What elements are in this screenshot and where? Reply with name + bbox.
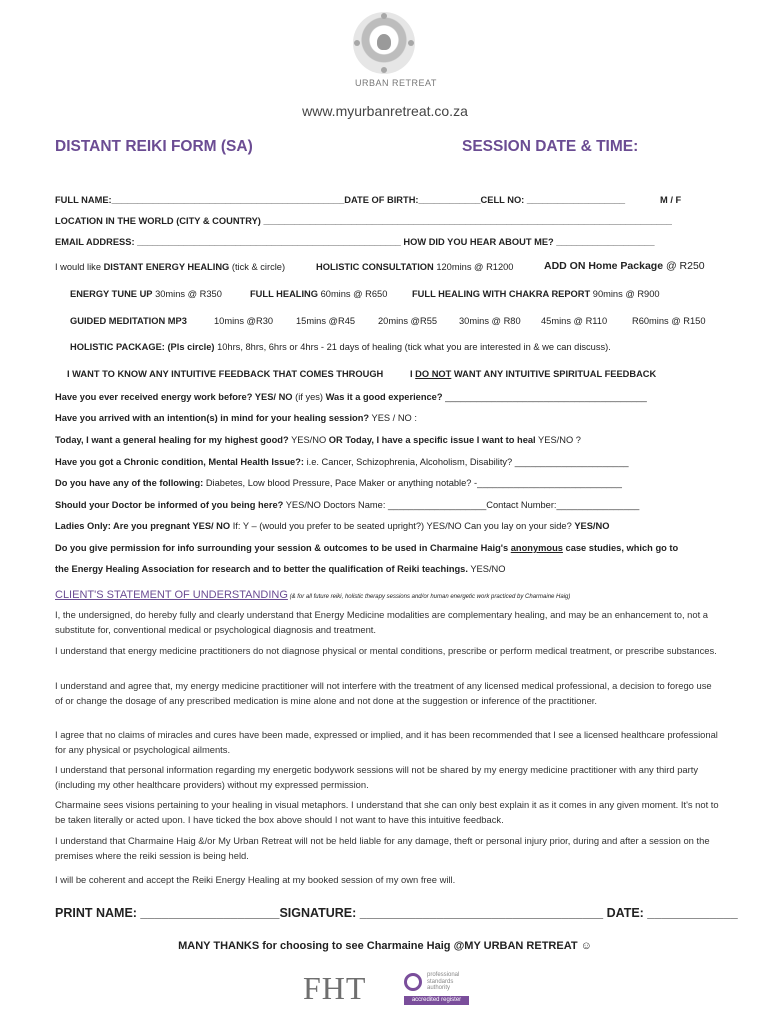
question-doctor[interactable]: Should your Doctor be informed of you being here? YES/NO Doctors Name: ___________________Contact Number:________________ [55, 500, 640, 510]
question-pregnant[interactable]: Ladies Only: Are you pregnant YES/ NO If: Y – (would you prefer to be seated upright?) YES/NO Can you lay on your side? YES/NO [55, 521, 610, 531]
add-on-home-package-option[interactable]: ADD ON Home Package @ R250 [544, 260, 705, 272]
question-healing-type[interactable]: Today, I want a general healing for my highest good? YES/NO OR Today, I have a specific issue I want to heal YES/NO ? [55, 435, 581, 445]
meditation-10min-option[interactable]: 10mins @R30 [214, 316, 274, 326]
question-chronic-condition[interactable]: Have you got a Chronic condition, Mental Health Issue?: i.e. Cancer, Schizophrenia, Alcoholism, Disability? ______________________ [55, 457, 629, 467]
meditation-60min-option[interactable]: R60mins @ R150 [632, 316, 706, 326]
accredited-register-badge: accredited register [404, 996, 469, 1005]
question-intention[interactable]: Have you arrived with an intention(s) in mind for your healing session? YES / NO : [55, 413, 417, 423]
question-permission-cont[interactable]: the Energy Healing Association for research and to better the qualification of Reiki teachings. YES/NO [55, 564, 506, 574]
signature-line[interactable]: PRINT NAME: ____________________SIGNATURE: ___________________________________ DATE: _____________ [55, 906, 738, 920]
form-title: DISTANT REIKI FORM (SA) [55, 138, 253, 155]
statement-paragraph-3: I understand and agree that, my energy medicine practitioner will not interfere with the treatment of any licensed medical professional, a decision to forego use of or change the dosage of any prescribed medication is mine alone and not done at the suggestion or inference of the practitioner. [55, 680, 712, 706]
urban-retreat-lotus-icon [353, 12, 415, 74]
thanks-message: MANY THANKS for choosing to see Charmaine Haig @MY URBAN RETREAT ☺ [178, 940, 592, 952]
statement-paragraph-2: I understand that energy medicine practitioners do not diagnose physical or mental conditions, prescribe or perform medical treatment, or prescribe substances. [55, 645, 717, 656]
session-date-label: SESSION DATE & TIME: [462, 138, 639, 155]
guided-meditation-label: GUIDED MEDITATION MP3 [70, 316, 187, 326]
fht-logo [303, 970, 471, 1010]
statement-paragraph-7: I understand that Charmaine Haig &/or My Urban Retreat will not be held liable for any damage, theft or personal injury prior, during and after a session on the premises where the reiki session is being held. [55, 835, 710, 861]
holistic-package-option[interactable]: HOLISTIC PACKAGE: (Pls circle) 10hrs, 8hrs, 6hrs or 4hrs - 21 days of healing (tick what you are interested in & we can discuss). [70, 342, 611, 352]
fht-logo-text: FHT [303, 970, 367, 1006]
statement-paragraph-8: I will be coherent and accept the Reiki Energy Healing at my booked session of my own free will. [55, 874, 456, 885]
no-feedback-option[interactable]: I DO NOT WANT ANY INTUITIVE SPIRITUAL FEEDBACK [410, 369, 657, 379]
logo-text: URBAN RETREAT [355, 78, 437, 88]
statement-paragraph-4: I agree that no claims of miracles and cures have been made, expressed or implied, and it has been recommended that I see a licensed healthcare professional for any physical or psychological ailments. [55, 729, 718, 755]
email-line[interactable]: EMAIL ADDRESS: ___________________________________________________ HOW DID YOU HEAR ABOUT ME? ___________________ [55, 237, 655, 247]
statement-paragraph-6: Charmaine sees visions pertaining to your healing in visual metaphors. I understand that she can only best explain it as it comes in any given moment. It's not to be taken literally or acted upon. I have ticked the box above should I not want to have this intuitive feedback. [55, 799, 719, 825]
location-line[interactable]: LOCATION IN THE WORLD (CITY & COUNTRY) _______________________________________________________________________________ [55, 216, 672, 226]
holistic-consultation-option[interactable]: HOLISTIC CONSULTATION 120mins @ R1200 [316, 262, 514, 272]
energy-tune-up-option[interactable]: ENERGY TUNE UP 30mins @ R350 [70, 289, 222, 299]
full-healing-option[interactable]: FULL HEALING 60mins @ R650 [250, 289, 388, 299]
meditation-30min-option[interactable]: 30mins @ R80 [459, 316, 521, 326]
meditation-45min-option[interactable]: 45mins @ R110 [541, 316, 608, 326]
meditation-20min-option[interactable]: 20mins @R55 [378, 316, 438, 326]
full-name-line[interactable]: FULL NAME:_____________________________________________DATE OF BIRTH:____________CELL NO: ___________________ [55, 195, 626, 205]
question-permission[interactable]: Do you give permission for info surrounding your session & outcomes to be used in Charmaine Haig's anonymous case studies, which go to [55, 543, 679, 553]
full-healing-chakra-option[interactable]: FULL HEALING WITH CHAKRA REPORT 90mins @ R900 [412, 289, 660, 299]
statement-paragraph-1: I, the undersigned, do hereby fully and clearly understand that Energy Medicine modalities are complementary healing, and may be an enhancement to, not a substitute for, conventional medical or psychological diagnosis and treatment. [55, 609, 708, 635]
psa-text: professional standards authority [427, 972, 460, 991]
statement-heading: CLIENT'S STATEMENT OF UNDERSTANDING (& for all future reiki, holistic therapy sessions and/or human energetic work practiced by Charmaine Haig) [55, 589, 571, 601]
website-url[interactable]: www.myurbanretreat.co.za [302, 103, 468, 119]
question-energy-work[interactable]: Have you ever received energy work before? YES/ NO (if yes) Was it a good experience? _______________________________________ [55, 392, 647, 402]
question-following[interactable]: Do you have any of the following: Diabetes, Low blood Pressure, Pace Maker or anything notable? -____________________________ [55, 478, 622, 488]
meditation-15min-option[interactable]: 15mins @R45 [296, 316, 356, 326]
gender-select[interactable]: M / F [660, 195, 682, 205]
distant-healing-option[interactable]: I would like DISTANT ENERGY HEALING (tick & circle) [55, 262, 286, 272]
statement-paragraph-5: I understand that personal information regarding my energetic bodywork sessions will not be shared by my energy medicine practitioner with any third party (including my other healthcare providers) without my expressed permission. [55, 764, 699, 790]
psa-icon [404, 973, 422, 991]
want-feedback-option[interactable]: I WANT TO KNOW ANY INTUITIVE FEEDBACK THAT COMES THROUGH [67, 369, 384, 379]
